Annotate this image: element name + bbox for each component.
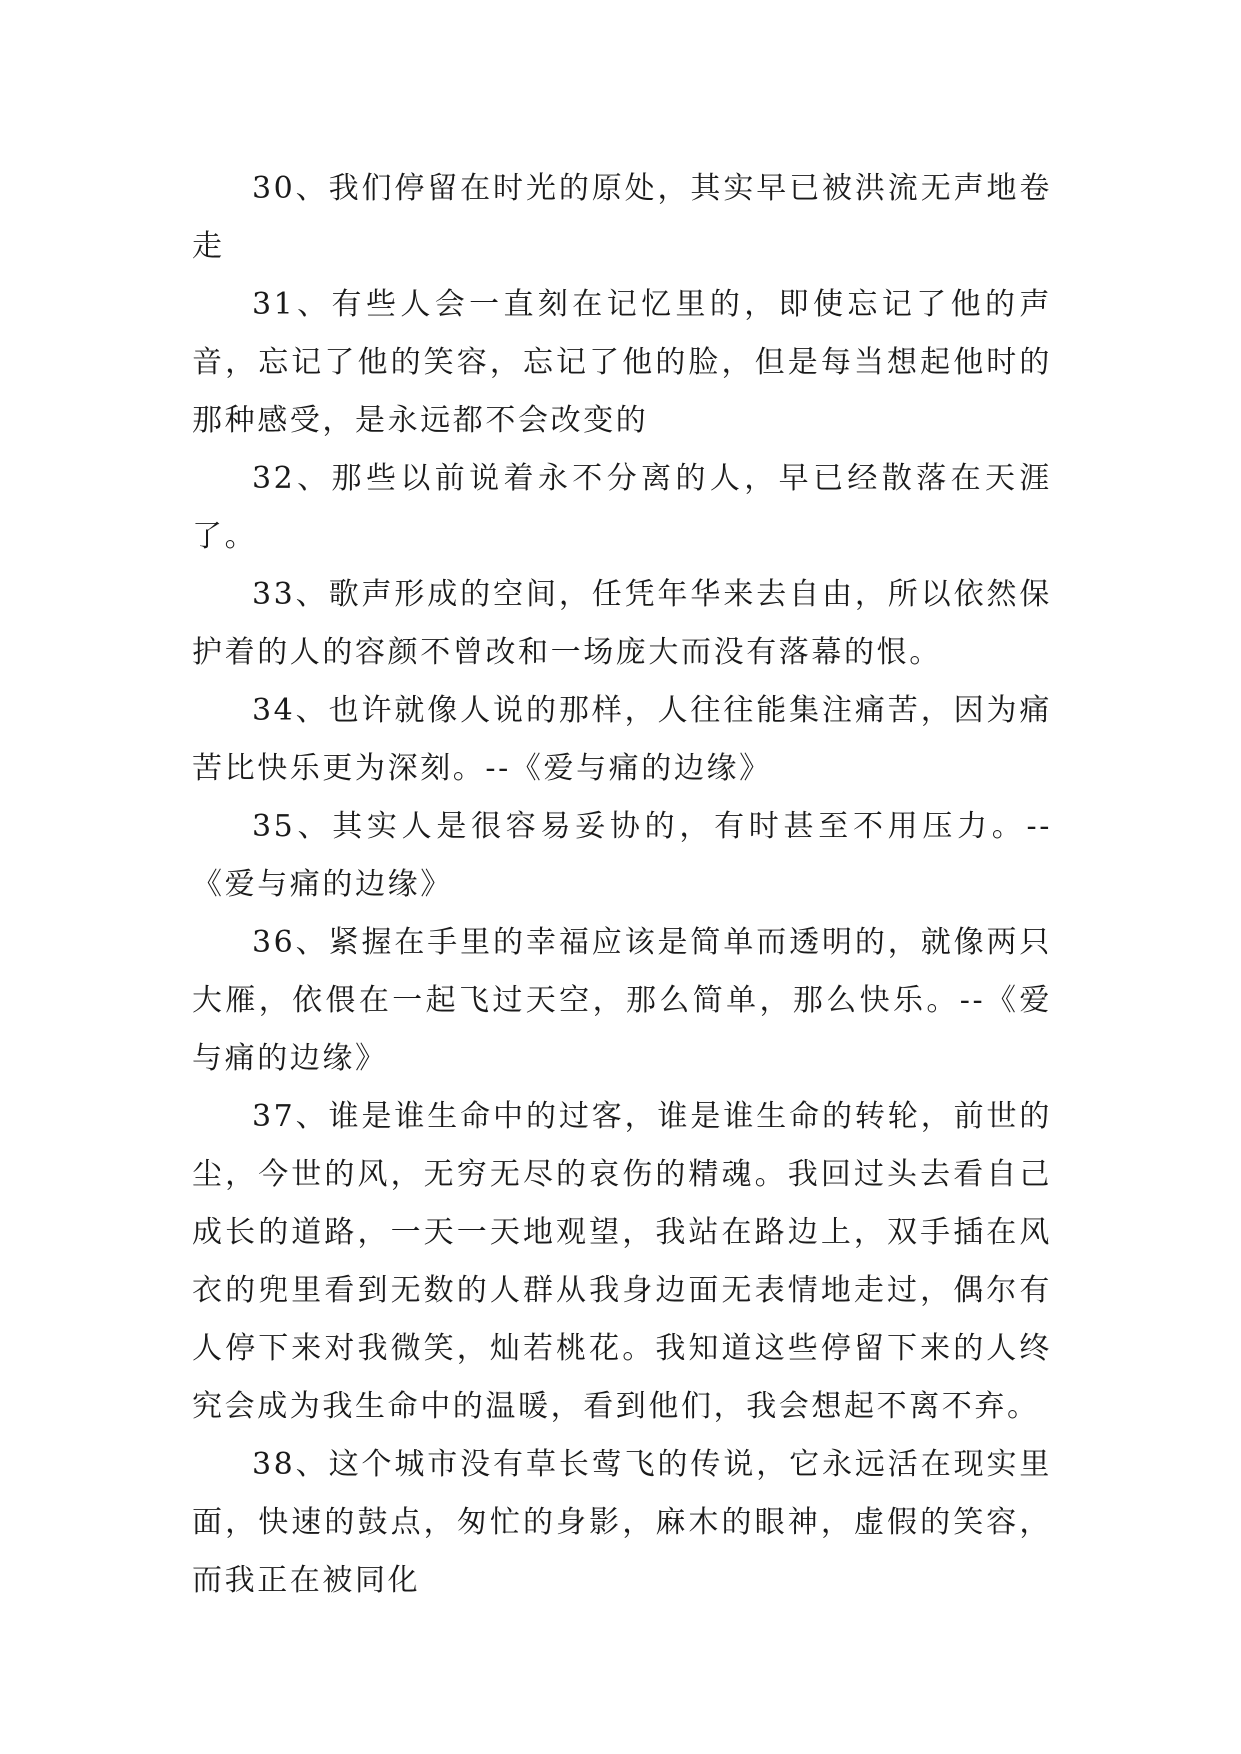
document-body — [192, 160, 1052, 1610]
paragraph-31: 31、有些人会一直刻在记忆里的，即使忘记了他的声音，忘记了他的笑容，忘记了他的脸，但是每当想起他时的那种感受，是永远都不会改变的 — [192, 287, 1052, 438]
paragraph-33: 33、歌声形成的空间，任凭年华来去自由，所以依然保护着的人的容颜不曾改和一场庞大而没有落幕的恨。 — [192, 577, 1052, 670]
paragraph-36: 36、紧握在手里的幸福应该是简单而透明的，就像两只大雁，依偎在一起飞过天空，那么简单，那么快乐。--《爱与痛的边缘》 — [192, 925, 1052, 1076]
paragraph-34: 34、也许就像人说的那样，人往往能集注痛苦，因为痛苦比快乐更为深刻。--《爱与痛的边缘》 — [192, 693, 1052, 786]
paragraph-37: 37、谁是谁生命中的过客，谁是谁生命的转轮，前世的尘，今世的风，无穷无尽的哀伤的精魂。我回过头去看自己成长的道路，一天一天地观望，我站在路边上，双手插在风衣的兜里看到无数的人群从我身边面无表情地走过，偶尔有人停下来对我微笑，灿若桃花。我知道这些停留下来的人终究会成为我生命中的温暖，看到他们，我会想起不离不弃。 — [192, 1099, 1052, 1424]
paragraph-38: 38、这个城市没有草长莺飞的传说，它永远活在现实里面，快速的鼓点，匆忙的身影，麻木的眼神，虚假的笑容，而我正在被同化 — [192, 1447, 1052, 1598]
paragraph-30: 30、我们停留在时光的原处，其实早已被洪流无声地卷走 — [192, 171, 1052, 264]
paragraph-35: 35、其实人是很容易妥协的，有时甚至不用压力。--《爱与痛的边缘》 — [192, 809, 1052, 902]
paragraph-32: 32、那些以前说着永不分离的人，早已经散落在天涯了。 — [192, 461, 1052, 554]
